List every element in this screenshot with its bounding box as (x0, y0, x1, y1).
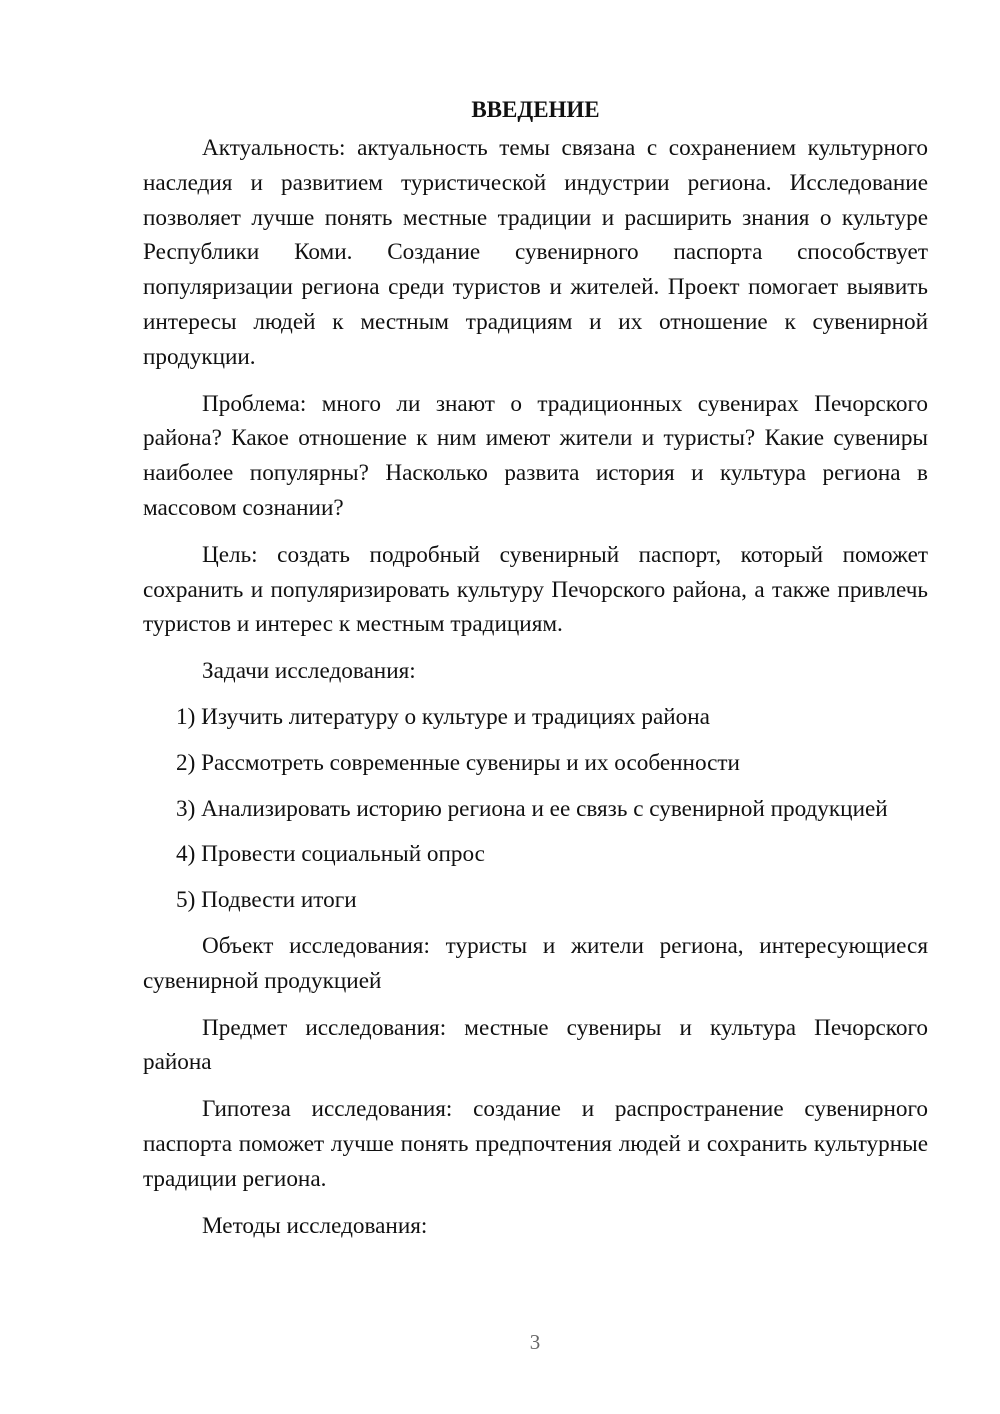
relevance-paragraph: Актуальность: актуальность темы связана с сохранением культурного наследия и развитием туристической индустрии региона. Исследование позволяет лучше понять местные традиции и расширить знания о культуре Республики Коми. Создание сувенирного паспорта способствует популяризации региона среди туристов и жителей. Проект помогает выявить интересы людей к местным традициям и их отношение к сувенирной продукции. (143, 135, 928, 370)
methods-heading: Методы исследования: (202, 1212, 428, 1239)
page-title: ВВЕДЕНИЕ (471, 97, 600, 122)
goal-paragraph: Цель: создать подробный сувенирный паспорт, который поможет сохранить и популяризировать культуру Печорского района, а также привлечь туристов и интерес к местным традициям. (143, 541, 928, 638)
task-item-2: 2) Рассмотреть современные сувениры и их особенности (176, 749, 740, 776)
subject-paragraph: Предмет исследования: местные сувениры и культура Печорского района (143, 1014, 928, 1076)
tasks-heading: Задачи исследования: (202, 658, 416, 685)
task-item-3: 3) Анализировать историю региона и ее связь с сувенирной продукцией (176, 795, 888, 822)
problem-paragraph: Проблема: много ли знают о традиционных сувенирах Печорского района? Какое отношение к ним имеют жители и туристы? Какие сувениры наиболее популярны? Насколько развита история и культура региона в массовом сознании? (143, 390, 928, 521)
page-number: 3 (529, 1330, 541, 1354)
document-page (143, 92, 928, 1243)
task-item-5: 5) Подвести итоги (176, 887, 357, 914)
task-item-4: 4) Провести социальный опрос (176, 841, 485, 868)
hypothesis-paragraph: Гипотеза исследования: создание и распространение сувенирного паспорта поможет лучше понять предпочтения людей и сохранить культурные традиции региона. (143, 1096, 928, 1192)
object-paragraph: Объект исследования: туристы и жители региона, интересующиеся сувенирной продукцией (143, 932, 928, 994)
task-item-1: 1) Изучить литературу о культуре и традициях района (176, 703, 710, 730)
